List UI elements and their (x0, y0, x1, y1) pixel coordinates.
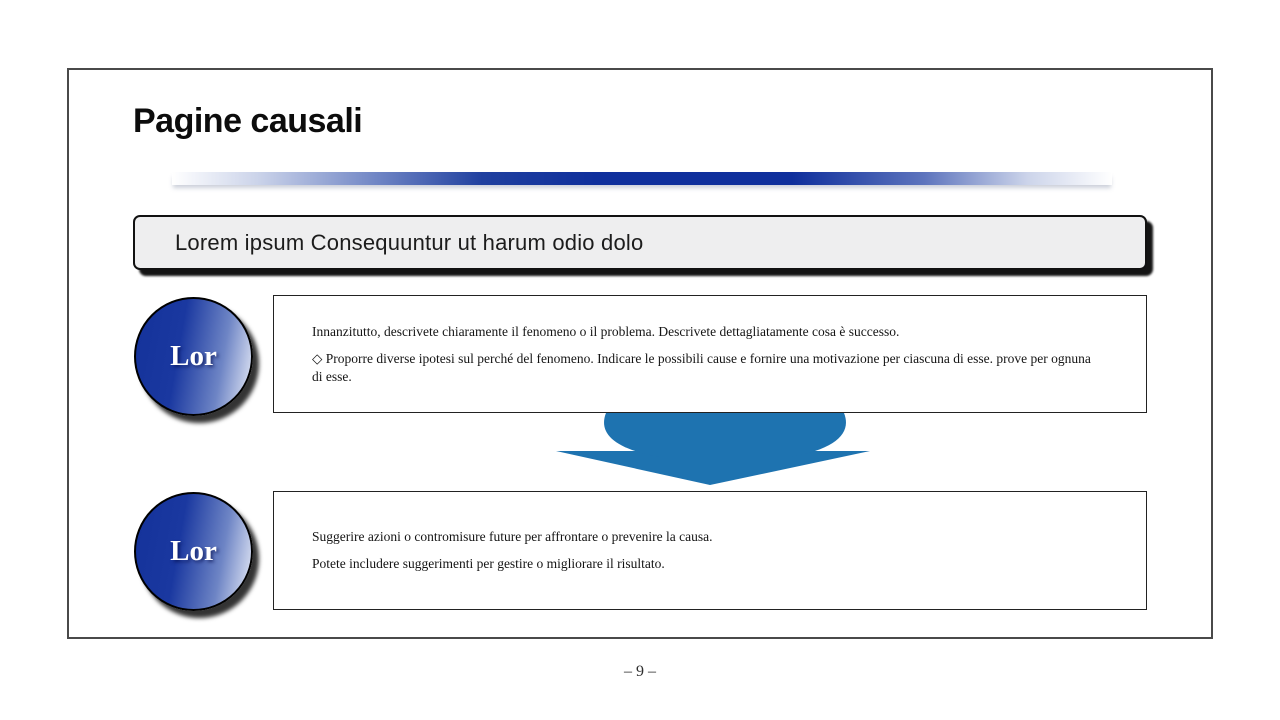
flow-down-arrow-icon (548, 411, 872, 487)
section-2-text-box (273, 491, 1147, 610)
section-1-paragraph: Innanzitutto, descrivete chiaramente il fenomeno o il problema. Descrivete dettagliatamente cosa è successo. (312, 323, 900, 339)
section-1-paragraph: ◇ Proporre diverse ipotesi sul perché del fenomeno. Indicare le possibili cause e fornire una motivazione per ciascuna di esse. prove per ognuna di esse. (312, 350, 1091, 384)
page-number: – 9 – (624, 663, 656, 680)
section-header-box (133, 215, 1147, 270)
section-header-label: Lorem ipsum Consequuntur ut harum odio dolo (175, 229, 644, 255)
section-1-text-box (273, 295, 1147, 413)
page-title: Pagine causali (133, 102, 363, 140)
section-2-paragraph: Suggerire azioni o contromisure future per affrontare o prevenire la causa. (312, 529, 713, 544)
section-2-badge (134, 492, 253, 611)
section-2-badge-label: Lor (170, 535, 217, 567)
section-2-paragraph: Potete includere suggerimenti per gestire o migliorare il risultato. (312, 556, 665, 571)
title-divider-bar (172, 172, 1112, 185)
section-1-badge (134, 297, 253, 416)
section-1-badge-label: Lor (170, 340, 217, 372)
